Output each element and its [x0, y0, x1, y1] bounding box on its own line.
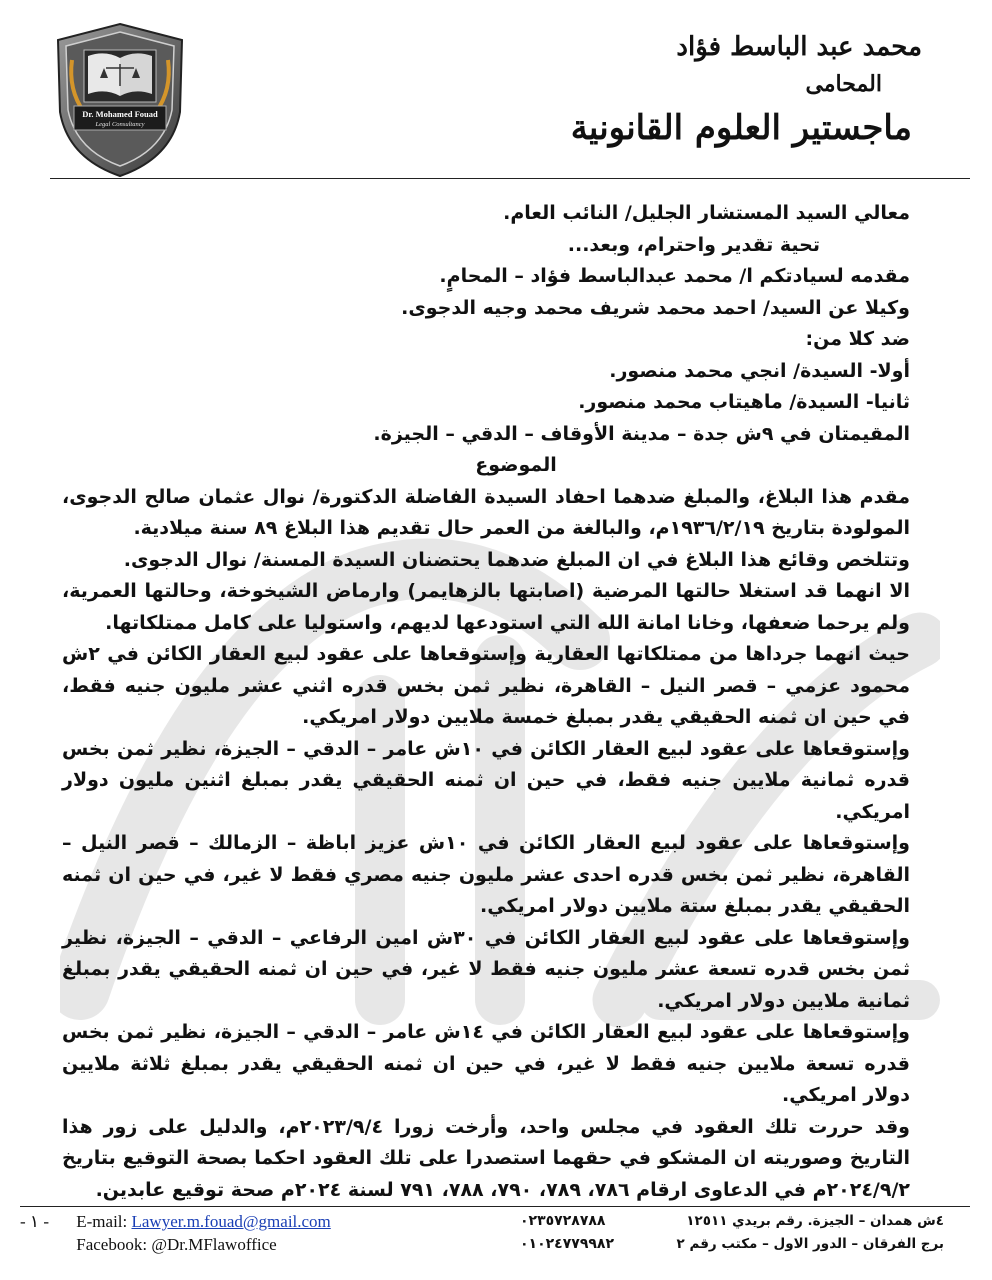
submitter-line: مقدمه لسيادتكم ا/ محمد عبدالباسط فؤاد – المحامٍ.	[439, 265, 910, 287]
letterhead	[0, 0, 992, 182]
phone-mobile: ٠١٠٢٤٧٧٩٩٨٢	[520, 1236, 614, 1252]
facebook-handle: Facebook: @Dr.MFlawoffice	[76, 1235, 277, 1254]
paragraph-exploitation: الا انهما قد استغلا حالتها المرضية (اصابتها بالزهايمر) وارماض الشيخوخة، وحالتها العمرية، ولم يرحما ضعفها، وخانا امانة الله التي استودعها لديهم، واستوليا على كامل ممتلكاتها.	[62, 580, 910, 634]
header-divider	[50, 178, 970, 179]
lawyer-identity	[570, 30, 922, 152]
paragraph-intro: مقدم هذا البلاغ، والمبلغ ضدهما احفاد السيدة الفاضلة الدكتورة/ نوال عثمان صالح الدجوى، المولودة بتاريخ ١٩٣٦/٢/١٩م، والبالغة من العمر حال تقديم هذا البلاغ ٨٩ سنة ميلادية.	[62, 485, 910, 539]
paragraph-property-1: حيث انهما جرداها من ممتلكاتها العقارية وإستوقعاها على عقود لبيع العقار الكائن في ٢ش محمود عزمي – قصر النيل – القاهرة، نظير ثمن بخس قدره اثني عشر مليون جنيه فقط، في حين ان ثمنه الحقيقي يقدر بمبلغ خمسة ملايين دولار امريكي.	[62, 643, 910, 728]
paragraph-property-3: وإستوقعاها على عقود لبيع العقار الكائن في ١٠ش عزيز اباظة – الزمالك – قصر النيل – القاهرة، نظير ثمن بخس قدره احدى عشر مليون جنيه مصري فقط لا غير، في حين ان ثمنه الحقيقي يقدر بمبلغ ستة ملايين دولار امريكي.	[62, 832, 910, 917]
page-number: - ١ -	[20, 1212, 49, 1231]
lawyer-name: محمد عبد الباسط فؤاد	[676, 32, 922, 62]
paragraph-facts: وتتلخص وقائع هذا البلاغ في ان المبلغ ضدهما يحتضنان السيدة المسنة/ نوال الدجوى.	[123, 548, 910, 571]
address-street: ٤ش همدان – الجيزة. رقم بريدي ١٢٥١١	[686, 1213, 944, 1229]
footer-contacts	[20, 1210, 331, 1256]
complaint-body	[62, 198, 910, 1206]
against-line: ضد كلا من:	[805, 328, 910, 350]
footer-address	[654, 1210, 944, 1256]
lawyer-title: المحامى	[805, 71, 882, 97]
shield-icon	[50, 20, 190, 180]
logo-subtitle-text: Legal Consultancy	[95, 121, 145, 128]
lawyer-degree: ماجستير العلوم القانونية	[570, 108, 912, 148]
logo-name-text: Dr. Mohamed Fouad	[82, 109, 158, 119]
paragraph-forgery-evidence: وقد حررت تلك العقود في مجلس واحد، وأرخت زورا ٢٠٢٣/٩/٤م، والدليل على زور هذا التاريخ وصوريته ان المشكو في حقهما استصدرا على تلك العقود احكما بصحة التوقيع بتاريخ ٢٠٢٤/٩/٢م في الدعاوى ارقام ٧٨٦، ٧٨٩، ٧٩٠، ٧٨٨، ٧٩١ لسنة ٢٠٢٤م صحة توقيع عابدين.	[62, 1115, 910, 1201]
greeting-line: تحية تقدير واحترام، وبعد...	[567, 233, 820, 256]
footer-phones	[520, 1210, 640, 1256]
footer-divider	[20, 1206, 970, 1207]
paragraph-property-5: وإستوقعاها على عقود لبيع العقار الكائن في ١٤ش عامر – الدقي – الجيزة، نظير ثمن بخس قدره تسعة ملايين جنيه فقط لا غير، في حين ان ثمنه الحقيقي يقدر بمبلغ ثلاثة ملايين دولار امريكي.	[62, 1021, 910, 1106]
respondent-1-line: أولا- السيدة/ انجي محمد منصور.	[609, 359, 910, 382]
subject-heading: الموضوع	[475, 454, 557, 476]
address-building: برج الفرقان – الدور الاول – مكتب رقم ٢	[676, 1236, 944, 1252]
paragraph-property-2: وإستوقعاها على عقود لبيع العقار الكائن في ١٠ش عامر – الدقي – الجيزة، نظير ثمن بخس قدره ثمانية ملايين جنيه فقط، في حين ان ثمنه الحقيقي يقدر بمبلغ اثنين مليون دولار امريكي.	[62, 737, 910, 823]
client-line: وكيلا عن السيد/ احمد محمد شريف محمد وجيه الدجوى.	[401, 296, 910, 319]
paragraph-property-4: وإستوقعاها على عقود لبيع العقار الكائن في ٣٠ش امين الرفاعي – الدقي – الجيزة، نظير ثمن بخس قدره تسعة عشر مليون جنيه فقط لا غير، في حين ان ثمنه الحقيقي يقدر بمبلغ ثمانية ملايين دولار امريكي.	[62, 926, 910, 1012]
address-line: المقيمتان في ٩ش جدة – مدينة الأوقاف – الدقي – الجيزة.	[373, 422, 910, 445]
email-label: E-mail:	[76, 1212, 128, 1231]
phone-landline: ٠٢٣٥٧٢٨٧٨٨	[520, 1213, 606, 1229]
addressee-line: معالي السيد المستشار الجليل/ النائب العام.	[503, 202, 910, 224]
email-link[interactable]: Lawyer.m.fouad@gmail.com	[131, 1212, 331, 1231]
respondent-2-line: ثانيا- السيدة/ ماهيتاب محمد منصور.	[578, 391, 910, 413]
law-office-shield-logo	[50, 20, 190, 180]
